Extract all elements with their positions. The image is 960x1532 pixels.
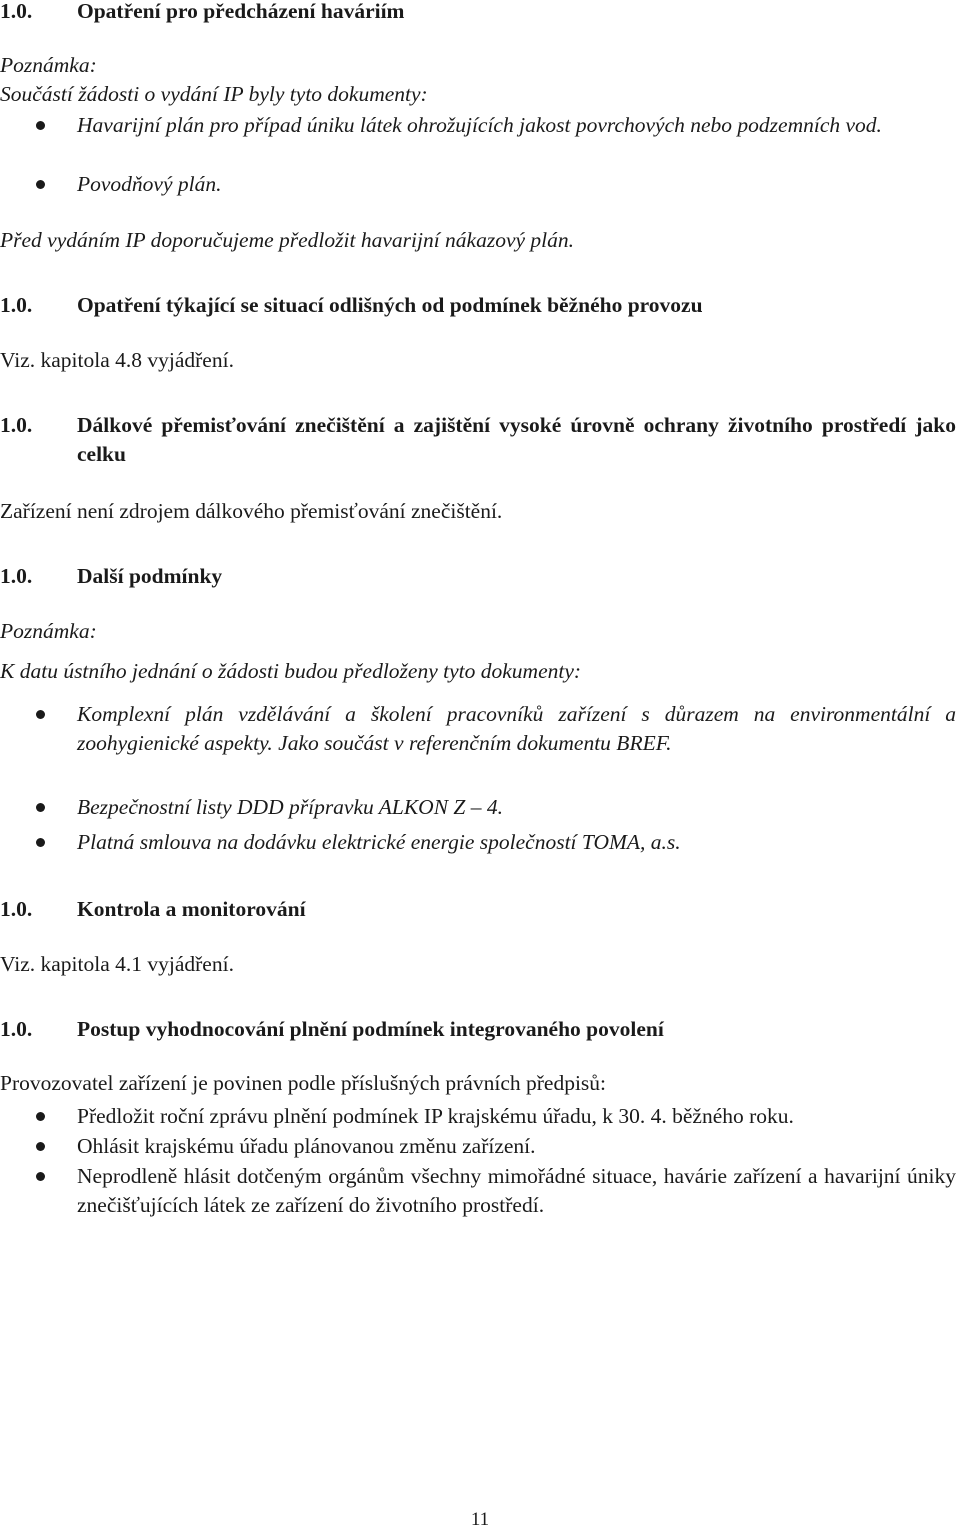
note-intro: K datu ústního jednání o žádosti budou předloženy tyto dokumenty: xyxy=(0,659,582,683)
section-heading-abnormal-conditions xyxy=(0,291,956,320)
bullet-icon xyxy=(36,1142,45,1151)
section-title: Postup vyhodnocování plnění podmínek integrovaného povolení xyxy=(77,1017,664,1041)
list-item: Komplexní plán vzdělávání a školení pracovníků zařízení s důrazem na environmentální a zoohygienické aspekty. Jako součást v referenčním dokumentu BREF. xyxy=(0,700,956,758)
list-item: Havarijní plán pro případ úniku látek ohrožujících jakost povrchových nebo podzemních vod. xyxy=(0,111,956,140)
bullet-icon xyxy=(36,121,45,130)
section-body: Viz. kapitola 4.8 vyjádření. xyxy=(0,348,234,372)
section-number: 1.0. xyxy=(0,564,33,588)
bullet-icon xyxy=(36,1112,45,1121)
bullet-icon xyxy=(36,710,45,719)
list-item: Platná smlouva na dodávku elektrické energie společností TOMA, a.s. xyxy=(0,828,956,857)
note-intro: Součástí žádosti o vydání IP byly tyto dokumenty: xyxy=(0,82,428,106)
section-number: 1.0. xyxy=(0,413,33,437)
section-number: 1.0. xyxy=(0,1017,33,1041)
section-title: Dálkové přemisťování znečištění a zajištění vysoké úrovně ochrany životního prostředí jako celku xyxy=(77,413,956,466)
note-label: Poznámka: xyxy=(0,619,97,643)
section-number: 1.0. xyxy=(0,0,33,23)
bullet-icon xyxy=(36,838,45,847)
section-heading-long-range-pollution xyxy=(0,411,956,469)
section-heading-monitoring xyxy=(0,895,956,924)
section-title: Opatření týkající se situací odlišných od podmínek běžného provozu xyxy=(77,293,703,317)
bullet-icon xyxy=(36,1172,45,1181)
note-label: Poznámka: xyxy=(0,53,97,77)
list-item: Bezpečnostní listy DDD přípravku ALKON Z – 4. xyxy=(0,793,956,822)
list-item: Neprodleně hlásit dotčeným orgánům všechny mimořádné situace, havárie zařízení a havarijní úniky znečišťujících látek ze zařízení do životního prostředí. xyxy=(0,1162,956,1220)
section-title: Další podmínky xyxy=(77,564,223,588)
section-title: Kontrola a monitorování xyxy=(77,897,306,921)
section-body: Zařízení není zdrojem dálkového přemisťování znečištění. xyxy=(0,499,503,523)
section-intro: Provozovatel zařízení je povinen podle příslušných právních předpisů: xyxy=(0,1071,607,1095)
page-number: 11 xyxy=(470,1509,490,1530)
bullet-icon xyxy=(36,803,45,812)
list-item: Předložit roční zprávu plnění podmínek IP krajskému úřadu, k 30. 4. běžného roku. xyxy=(0,1102,956,1131)
section-title: Opatření pro předcházení haváriím xyxy=(77,0,405,23)
section-body: Viz. kapitola 4.1 vyjádření. xyxy=(0,952,234,976)
list-item: Ohlásit krajskému úřadu plánovanou změnu zařízení. xyxy=(0,1132,956,1161)
section-heading-other-conditions xyxy=(0,562,956,591)
section-number: 1.0. xyxy=(0,897,33,921)
list-item: Povodňový plán. xyxy=(0,170,956,199)
recommendation-text: Před vydáním IP doporučujeme předložit havarijní nákazový plán. xyxy=(0,228,575,252)
section-heading-prevention xyxy=(0,0,956,26)
section-number: 1.0. xyxy=(0,293,33,317)
section-heading-evaluation xyxy=(0,1015,956,1044)
bullet-icon xyxy=(36,180,45,189)
